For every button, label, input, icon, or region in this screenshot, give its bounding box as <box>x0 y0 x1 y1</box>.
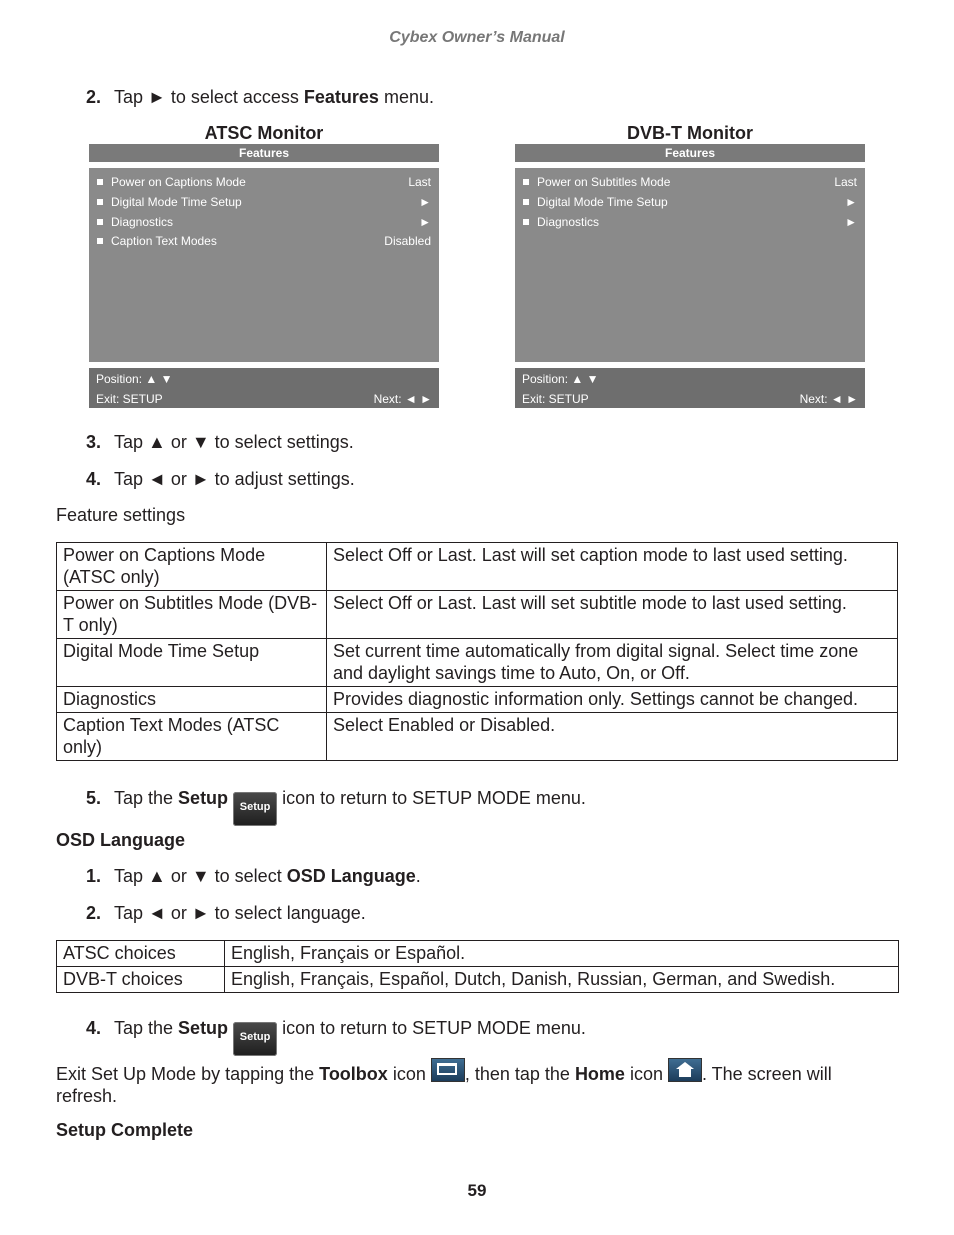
feature-settings-table <box>56 542 898 761</box>
dvbt-monitor-title: DVB-T Monitor <box>627 123 753 143</box>
menu-item-value: Last <box>834 175 857 189</box>
table-row <box>57 941 899 967</box>
description-cell: Select Enabled or Disabled. <box>327 713 898 761</box>
bullet-square-icon <box>523 179 529 185</box>
step-bold: Features <box>303 87 379 107</box>
step-3 <box>86 431 354 453</box>
table-row <box>57 713 898 761</box>
step-text: Tap the <box>114 788 179 808</box>
menu-item <box>97 231 431 251</box>
description-cell: Set current time automatically from digital signal. Select time zone and daylight savings time to Auto, On, or Off. <box>327 639 898 687</box>
menu-item-label: Power on Captions Mode <box>111 175 246 189</box>
language-type-cell: ATSC choices <box>57 941 225 967</box>
menu-item-label: Caption Text Modes <box>111 234 217 248</box>
setting-cell: Caption Text Modes (ATSC only) <box>57 713 327 761</box>
table-row <box>57 967 899 993</box>
step-text: menu. <box>378 87 434 107</box>
setting-cell: Diagnostics <box>57 687 327 713</box>
step-number: 5. <box>86 788 102 808</box>
exit-text: . The screen will refresh. <box>56 1064 832 1106</box>
exit-text: icon <box>624 1064 668 1084</box>
exit-bold: Home <box>574 1064 625 1084</box>
step-number: 1. <box>86 866 102 886</box>
manual-header: Cybex Owner’s Manual <box>389 29 565 46</box>
bullet-square-icon <box>97 199 103 205</box>
step-text: icon to return to SETUP MODE menu. <box>277 788 586 808</box>
step-bold: Setup <box>178 788 229 808</box>
menu-footer <box>89 368 439 408</box>
step-2 <box>86 86 434 108</box>
exit-bold: Toolbox <box>319 1064 388 1084</box>
step-number: 4. <box>86 469 102 489</box>
bullet-square-icon <box>523 199 529 205</box>
exit-text: , then tap the <box>464 1064 575 1084</box>
menu-title: Features <box>515 144 865 162</box>
step-text: Tap ► to select access <box>114 87 304 107</box>
step-4 <box>86 468 355 490</box>
menu-item-label: Digital Mode Time Setup <box>537 195 668 209</box>
menu-body <box>89 168 439 362</box>
exit-text: icon <box>387 1064 431 1084</box>
next-hint: Next: ◄ ► <box>373 392 432 406</box>
osd-language-heading: OSD Language <box>56 830 186 850</box>
page-number: 59 <box>467 1181 487 1200</box>
exit-hint: Exit: SETUP <box>96 392 163 406</box>
menu-item <box>523 212 857 232</box>
osd-step-4 <box>86 1017 586 1056</box>
step-bold: OSD Language <box>286 866 416 886</box>
menu-item-label: Power on Subtitles Mode <box>537 175 671 189</box>
menu-item <box>523 192 857 212</box>
dvbt-features-screen <box>515 144 865 408</box>
position-hint: Position: ▲ ▼ <box>96 372 173 386</box>
step-text: Tap ◄ or ► to select language. <box>114 903 366 923</box>
toolbox-icon <box>431 1058 465 1082</box>
language-table <box>56 940 899 993</box>
step-number: 2. <box>86 87 102 107</box>
description-cell: Provides diagnostic information only. Settings cannot be changed. <box>327 687 898 713</box>
atsc-monitor-title: ATSC Monitor <box>204 123 324 143</box>
table-row <box>57 639 898 687</box>
menu-footer <box>515 368 865 408</box>
menu-item <box>97 212 431 232</box>
setting-cell: Digital Mode Time Setup <box>57 639 327 687</box>
menu-item <box>97 192 431 212</box>
table-row <box>57 543 898 591</box>
table-row <box>57 591 898 639</box>
step-text: Tap ▲ or ▼ to select settings. <box>114 432 354 452</box>
bullet-square-icon <box>97 219 103 225</box>
menu-item-value: ► <box>845 215 857 229</box>
menu-item-value: ► <box>419 195 431 209</box>
description-cell: Select Off or Last. Last will set subtitle mode to last used setting. <box>327 591 898 639</box>
description-cell: Select Off or Last. Last will set caption mode to last used setting. <box>327 543 898 591</box>
menu-item-value: Last <box>408 175 431 189</box>
language-choices-cell: English, Français or Español. <box>225 941 899 967</box>
menu-title: Features <box>89 144 439 162</box>
language-type-cell: DVB-T choices <box>57 967 225 993</box>
setting-cell: Power on Subtitles Mode (DVB-T only) <box>57 591 327 639</box>
next-hint: Next: ◄ ► <box>799 392 858 406</box>
menu-item-label: Diagnostics <box>111 215 174 229</box>
language-choices-cell: English, Français, Español, Dutch, Danish, Russian, German, and Swedish. <box>225 967 899 993</box>
exit-hint: Exit: SETUP <box>522 392 589 406</box>
step-text: Tap the <box>114 1018 179 1038</box>
step-5 <box>86 787 586 826</box>
atsc-features-screen <box>89 144 439 408</box>
position-hint: Position: ▲ ▼ <box>522 372 599 386</box>
bullet-square-icon <box>97 238 103 244</box>
menu-item-value: ► <box>845 195 857 209</box>
step-text: Tap ▲ or ▼ to select <box>114 866 287 886</box>
step-text: icon to return to SETUP MODE menu. <box>277 1018 586 1038</box>
menu-item-value: ► <box>419 215 431 229</box>
exit-text: Exit Set Up Mode by tapping the <box>56 1064 320 1084</box>
osd-step-1 <box>86 865 421 887</box>
setup-complete-heading: Setup Complete <box>56 1120 194 1140</box>
osd-step-2 <box>86 902 366 924</box>
feature-settings-label: Feature settings <box>56 505 186 525</box>
step-number: 4. <box>86 1018 102 1038</box>
home-icon <box>668 1058 702 1082</box>
setup-icon: Setup <box>233 792 277 826</box>
step-bold: Setup <box>178 1018 229 1038</box>
step-number: 2. <box>86 903 102 923</box>
menu-item <box>523 172 857 192</box>
setting-cell: Power on Captions Mode (ATSC only) <box>57 543 327 591</box>
menu-item-label: Digital Mode Time Setup <box>111 195 242 209</box>
menu-item-value: Disabled <box>384 234 431 248</box>
menu-body <box>515 168 865 362</box>
exit-instructions <box>56 1058 896 1107</box>
menu-item <box>97 172 431 192</box>
step-text: . <box>415 866 421 886</box>
menu-item-label: Diagnostics <box>537 215 600 229</box>
bullet-square-icon <box>523 219 529 225</box>
setup-icon: Setup <box>233 1022 277 1056</box>
step-number: 3. <box>86 432 102 452</box>
bullet-square-icon <box>97 179 103 185</box>
table-row <box>57 687 898 713</box>
step-text: Tap ◄ or ► to adjust settings. <box>114 469 355 489</box>
